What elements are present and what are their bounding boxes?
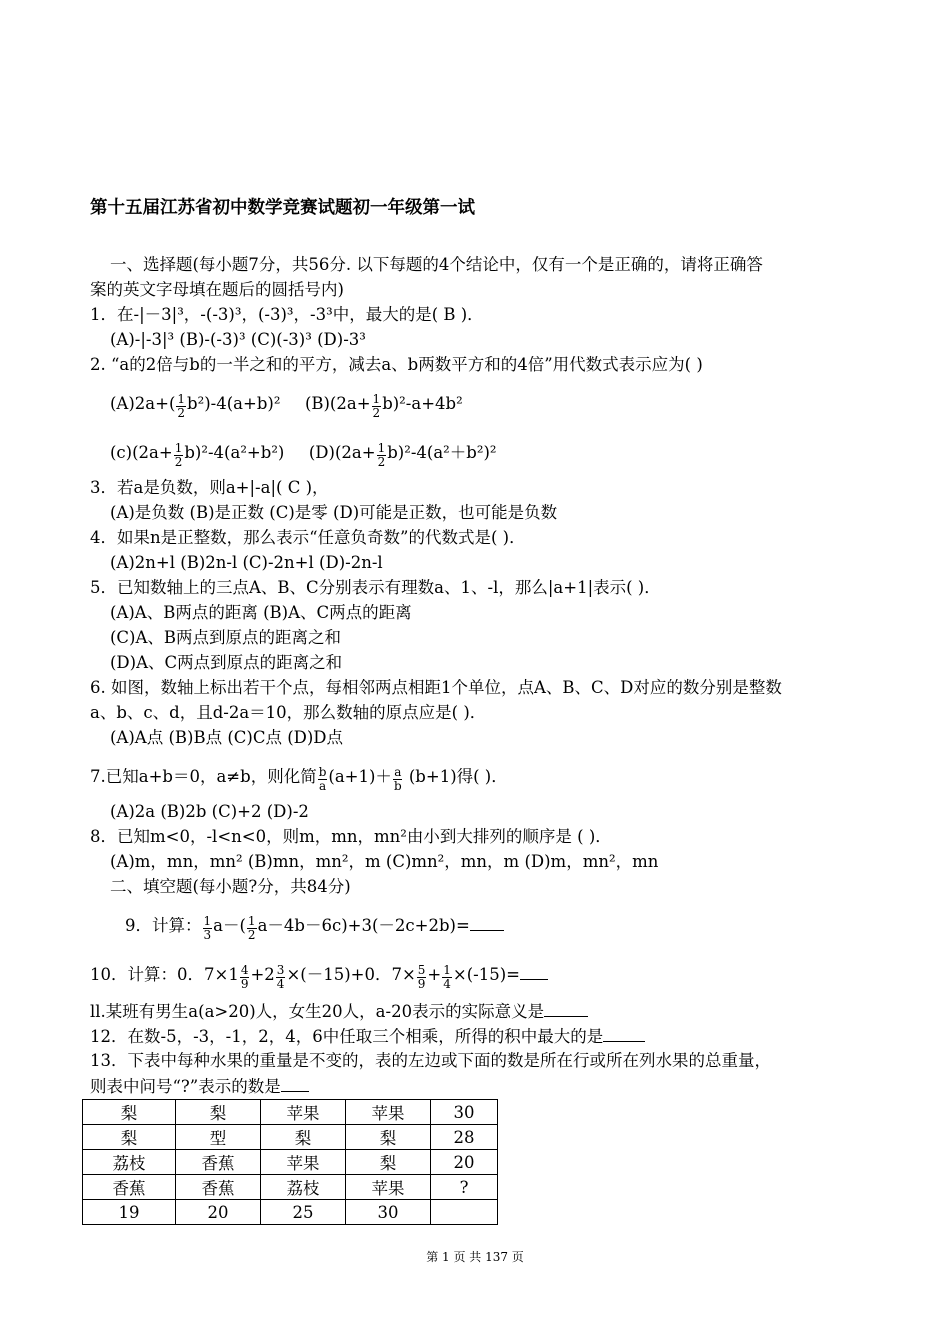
question-2-options-cd: (c)(2a+ $\frac{1}{2}$ b)²-4(a²+b²) (D)(2a+ $\frac{1}{2}$ b)²-4(a²＋b²)²	[110, 441, 497, 469]
question-11: ll.某班有男生a(a>20)人，女生20人，a-20表示的实际意义是	[90, 1000, 588, 1023]
fraction-three-quarters: $\frac{3}{4}$	[276, 963, 285, 991]
table-row	[83, 1175, 498, 1200]
table-cell: 荔枝	[261, 1175, 346, 1200]
question-6-options: (A)A点 (B)B点 (C)C点 (D)D点	[110, 728, 344, 747]
section-2-heading: 二、填空题(每小题?分，共84分)	[110, 877, 351, 896]
question-8-options: (A)m，mn，mn² (B)mn，mn²，m (C)mn²，mn，m (D)m，mn²，mn	[110, 852, 659, 871]
table-cell: 苹果	[346, 1175, 431, 1200]
table-cell: 30	[431, 1100, 498, 1125]
question-3-options: (A)是负数 (B)是正数 (C)是零 (D)可能是正数，也可能是负数	[110, 503, 558, 522]
question-5-option-d: (D)A、C两点到原点的距离之和	[110, 653, 343, 672]
table-cell: 梨	[261, 1125, 346, 1150]
fraction-half: $\frac{1}{2}$	[174, 441, 183, 469]
question-2-options-ab: (A)2a+( $\frac{1}{2}$ b²)-4(a+b)² (B)(2a+ $\frac{1}{2}$ b)²-a+4b²	[110, 392, 463, 420]
question-13-line1: 13．下表中每种水果的重量是不变的，表的左边或下面的数是所在行或所在列水果的总重量，	[90, 1051, 771, 1070]
question-7-options: (A)2a (B)2b (C)+2 (D)-2	[110, 802, 309, 821]
question-2-stem: 2. “a的2倍与b的一半之和的平方，减去a、b两数平方和的4倍”用代数式表示应为( )	[90, 355, 703, 374]
table-row	[83, 1125, 498, 1150]
fraction-one-quarter: $\frac{1}{4}$	[443, 963, 451, 991]
table-cell: 28	[431, 1125, 498, 1150]
table-cell: 19	[83, 1200, 176, 1225]
answer-blank	[544, 1000, 588, 1017]
table-cell	[431, 1200, 498, 1225]
question-10: 10．计算：0．7×1 $\frac{4}{9}$ +2 $\frac{3}{4}$ ×(－15)+0．7× $\frac{5}{9}$ + $\frac{1}{4}$ ×(-15)=	[90, 962, 548, 989]
exam-title: 第十五届江苏省初中数学竞赛试题初一年级第一试	[90, 198, 475, 218]
question-12: 12．在数-5，-3，-1，2，4，6中任取三个相乘，所得的积中最大的是	[90, 1025, 645, 1048]
fraction-one-third: $\frac{1}{3}$	[203, 914, 212, 942]
table-row	[83, 1200, 498, 1225]
table-cell: 苹果	[261, 1100, 346, 1125]
fruit-weight-table	[82, 1099, 498, 1225]
fraction-five-ninths: $\frac{5}{9}$	[417, 963, 426, 991]
table-cell: 荔枝	[83, 1150, 176, 1175]
section-1-heading-line1: 一、选择题(每小题7分，共56分. 以下每题的4个结论中，仅有一个是正确的，请将正确答	[110, 255, 763, 274]
table-cell: 梨	[83, 1125, 176, 1150]
question-8-stem: 8．已知m<0，-l<n<0，则m，mn，mn²由小到大排列的顺序是 ( )．	[90, 827, 612, 846]
table-cell: 20	[176, 1200, 261, 1225]
fraction-b-over-a: $\frac{b}{a}$	[318, 765, 327, 793]
question-13-line2: 则表中问号“?”表示的数是	[90, 1075, 309, 1098]
answer-blank	[520, 963, 548, 980]
question-1-options: (A)-|-3|³ (B)-(-3)³ (C)(-3)³ (D)-3³	[110, 330, 366, 349]
question-1-stem: 1．在-|－3|³，-(-3)³，(-3)³，-3³中，最大的是( B )．	[90, 305, 484, 324]
question-6-line2: a、b、c、d，且d-2a＝10，那么数轴的原点应是( )．	[90, 703, 487, 722]
question-9: 9．计算： $\frac{1}{3}$ a－( $\frac{1}{2}$ a－4b－6c)+3(－2c+2b)=	[125, 913, 504, 940]
table-cell: 25	[261, 1200, 346, 1225]
table-row	[83, 1150, 498, 1175]
table-cell: 香蕉	[83, 1175, 176, 1200]
fraction-one-half: $\frac{1}{2}$	[247, 914, 256, 942]
table-cell: 苹果	[346, 1100, 431, 1125]
table-cell: 型	[176, 1125, 261, 1150]
table-cell: ?	[431, 1175, 498, 1200]
table-cell: 梨	[83, 1100, 176, 1125]
table-cell: 梨	[346, 1125, 431, 1150]
table-cell: 梨	[346, 1150, 431, 1175]
page-footer: 第 1 页 共 137 页	[426, 1250, 524, 1264]
table-cell: 梨	[176, 1100, 261, 1125]
fraction-half: $\frac{1}{2}$	[372, 392, 381, 420]
question-4-options: (A)2n+l (B)2n-l (C)-2n+l (D)-2n-l	[110, 553, 383, 572]
fraction-a-over-b: $\frac{a}{b}$	[393, 765, 402, 793]
answer-blank	[470, 914, 504, 931]
section-1-heading-line2: 案的英文字母填在题后的圆括号内)	[90, 280, 344, 299]
table-cell: 20	[431, 1150, 498, 1175]
question-4-stem: 4．如果n是正整数，那么表示“任意负奇数”的代数式是( )．	[90, 528, 526, 547]
table-cell: 香蕉	[176, 1175, 261, 1200]
table-row	[83, 1100, 498, 1125]
question-5-option-c: (C)A、B两点到原点的距离之和	[110, 628, 342, 647]
table-cell: 30	[346, 1200, 431, 1225]
table-cell: 香蕉	[176, 1150, 261, 1175]
fraction-half: $\frac{1}{2}$	[377, 441, 386, 469]
question-5-stem: 5．已知数轴上的三点A、B、C分别表示有理数a、1、-l，那么|a+1|表示( )．	[90, 578, 661, 597]
fraction-half: $\frac{1}{2}$	[177, 392, 186, 420]
question-3-stem: 3．若a是负数，则a+|-a|( C )，	[90, 478, 329, 497]
question-7-stem: 7.已知a+b＝0，a≠b，则化简 $\frac{b}{a}$ (a+1)＋ $\frac{a}{b}$ (b+1)得( )．	[90, 765, 508, 793]
answer-blank	[281, 1075, 309, 1092]
fraction-four-ninths: $\frac{4}{9}$	[240, 963, 249, 991]
answer-blank	[603, 1025, 645, 1042]
table-cell: 苹果	[261, 1150, 346, 1175]
question-6-line1: 6. 如图，数轴上标出若干个点，每相邻两点相距1个单位，点A、B、C、D对应的数分别是整数	[90, 678, 782, 697]
question-5-options-ab: (A)A、B两点的距离 (B)A、C两点的距离	[110, 603, 412, 622]
